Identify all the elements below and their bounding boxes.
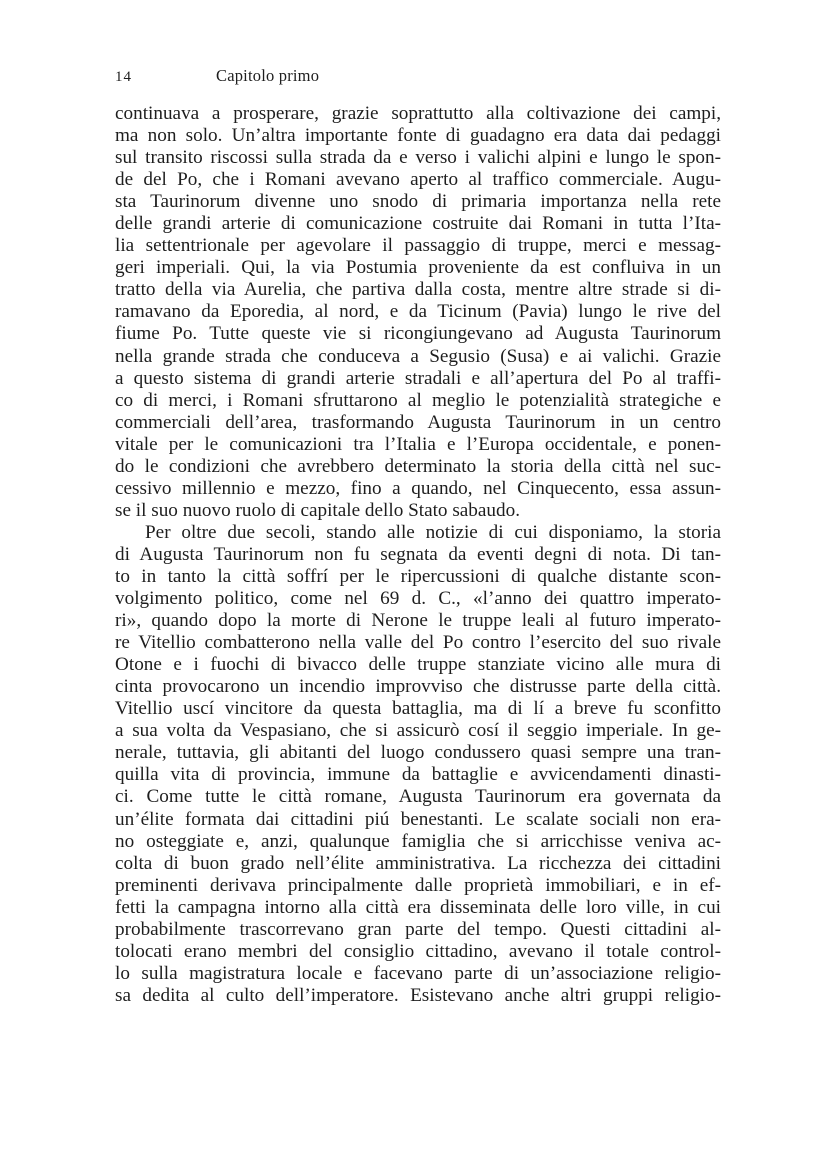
text-line: tolocati erano membri del consiglio cittadino, avevano il totale control- xyxy=(115,940,721,962)
text-line: probabilmente trascorrevano gran parte del tempo. Questi cittadini al- xyxy=(115,918,721,940)
body-text xyxy=(115,103,721,1007)
text-line: commerciali dell’area, trasformando Augusta Taurinorum in un centro xyxy=(115,411,721,433)
text-line: tratto della via Aurelia, che partiva dalla costa, mentre altre strade si di- xyxy=(115,279,721,301)
text-line: to in tanto la città soffrí per le ripercussioni di qualche distante scon- xyxy=(115,565,721,587)
text-line: ma non solo. Un’altra importante fonte di guadagno era data dai pedaggi xyxy=(115,125,721,147)
text-line: colta di buon grado nell’élite amministrativa. La ricchezza dei cittadini xyxy=(115,852,721,874)
running-head xyxy=(115,66,319,86)
text-line: co di merci, i Romani sfruttarono al meglio le potenzialità strategiche e xyxy=(115,389,721,411)
text-line: delle grandi arterie di comunicazione costruite dai Romani in tutta l’Ita- xyxy=(115,213,721,235)
text-line: volgimento politico, come nel 69 d. C., «l’anno dei quattro imperato- xyxy=(115,588,721,610)
text-line: quilla vita di provincia, immune da battaglie e avvicendamenti dinasti- xyxy=(115,764,721,786)
text-line: de del Po, che i Romani avevano aperto al traffico commerciale. Augu- xyxy=(115,169,721,191)
text-line: sa dedita al culto dell’imperatore. Esistevano anche altri gruppi religio- xyxy=(115,984,721,1006)
text-line: do le condizioni che avrebbero determinato la storia della città nel suc- xyxy=(115,455,721,477)
text-line: di Augusta Taurinorum non fu segnata da eventi degni di nota. Di tan- xyxy=(115,543,721,565)
text-line: lo sulla magistratura locale e facevano parte di un’associazione religio- xyxy=(115,962,721,984)
text-line: Vitellio uscí vincitore da questa battaglia, ma di lí a breve fu sconfitto xyxy=(115,698,721,720)
text-line: preminenti derivava principalmente dalle proprietà immobiliari, e in ef- xyxy=(115,874,721,896)
text-line: ramavano da Eporedia, al nord, e da Ticinum (Pavia) lungo le rive del xyxy=(115,301,721,323)
text-line: un’élite formata dai cittadini piú benestanti. Le scalate sociali non era- xyxy=(115,808,721,830)
text-line: a sua volta da Vespasiano, che si assicurò cosí il seggio imperiale. In ge- xyxy=(115,720,721,742)
text-line: geri imperiali. Qui, la via Postumia proveniente da est confluiva in un xyxy=(115,257,721,279)
text-line: cessivo millennio e mezzo, fino a quando, nel Cinquecento, essa assun- xyxy=(115,477,721,499)
paragraph xyxy=(115,522,721,1007)
text-line: ri», quando dopo la morte di Nerone le truppe leali al futuro imperato- xyxy=(115,610,721,632)
text-line: sta Taurinorum divenne uno snodo di primaria importanza nella rete xyxy=(115,191,721,213)
text-line: vitale per le comunicazioni tra l’Italia e l’Europa occidentale, e ponen- xyxy=(115,433,721,455)
text-line: continuava a prosperare, grazie soprattutto alla coltivazione dei campi, xyxy=(115,103,721,124)
text-line: nerale, tuttavia, gli abitanti del luogo condussero quasi sempre una tran- xyxy=(115,742,721,764)
text-line: no osteggiate e, anzi, qualunque famiglia che si arricchisse veniva ac- xyxy=(115,830,721,852)
text-line: lia settentrionale per agevolare il passaggio di truppe, merci e messag- xyxy=(115,235,721,257)
page-number: 14 xyxy=(115,69,132,85)
text-line: a questo sistema di grandi arterie stradali e all’apertura del Po al traffi- xyxy=(115,367,721,389)
text-line: sul transito riscossi sulla strada da e verso i valichi alpini e lungo le spon- xyxy=(115,147,721,169)
chapter-title: Capitolo primo xyxy=(216,66,320,85)
text-line: nella grande strada che conduceva a Segusio (Susa) e ai valichi. Grazie xyxy=(115,345,721,367)
text-line: fiume Po. Tutte queste vie si ricongiungevano ad Augusta Taurinorum xyxy=(115,323,721,345)
text-line: re Vitellio combatterono nella valle del Po contro l’esercito del suo rivale xyxy=(115,632,721,654)
text-line: cinta provocarono un incendio improvviso che distrusse parte della città. xyxy=(115,676,721,698)
text-line: Otone e i fuochi di bivacco delle truppe stanziate vicino alle mura di xyxy=(115,654,721,676)
text-line: fetti la campagna intorno alla città era disseminata delle loro ville, in cui xyxy=(115,896,721,918)
text-line: se il suo nuovo ruolo di capitale dello Stato sabaudo. xyxy=(115,499,520,521)
text-line: ci. Come tutte le città romane, Augusta Taurinorum era governata da xyxy=(115,786,721,808)
text-line: Per oltre due secoli, stando alle notizie di cui disponiamo, la storia xyxy=(145,521,721,543)
paragraph xyxy=(115,103,721,522)
